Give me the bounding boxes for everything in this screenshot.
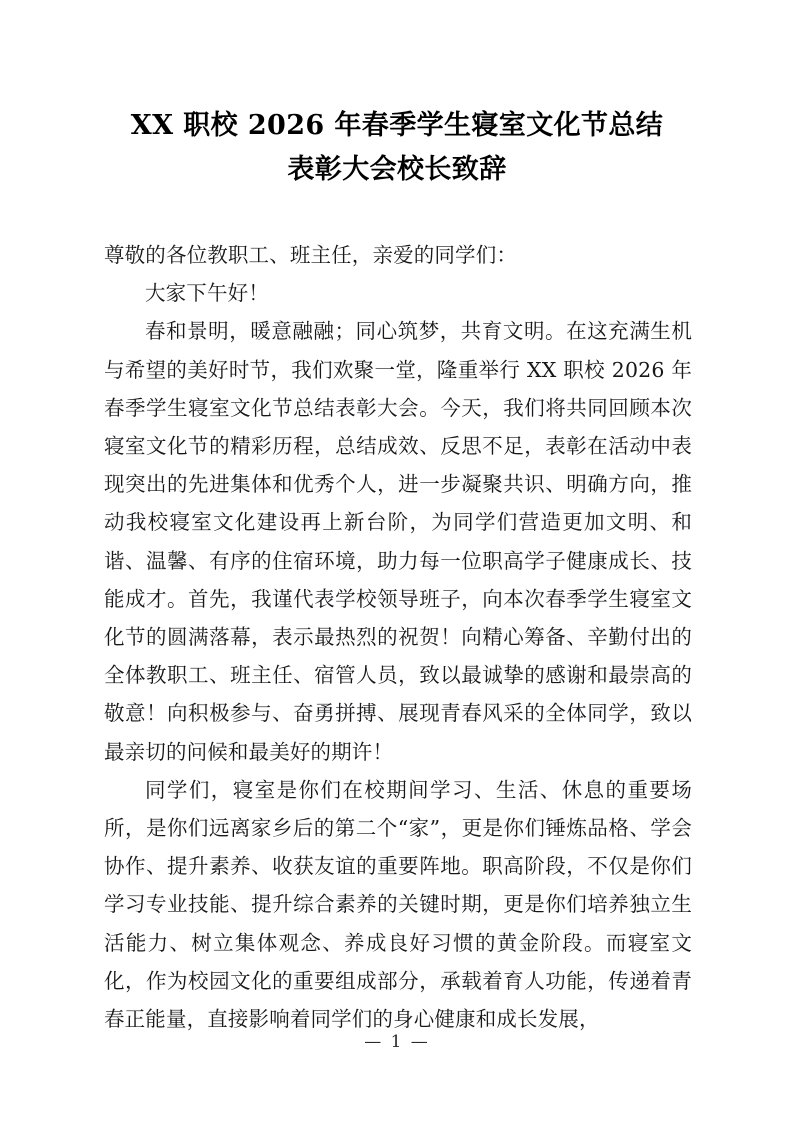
paragraph-greeting: 大家下午好！ [145, 281, 269, 306]
page-title [104, 104, 690, 192]
title-line-1: XX 职校 2026 年春季学生寝室文化节总结 [130, 110, 664, 141]
paragraph-opening: 春和景明，暖意融融；同心筑梦，共育文明。在这充满生机与希望的美好时节，我们欢聚一堂，隆重举行 XX 职校 2026 年春季学生寝室文化节总结表彰大会。今天，我们将共同回顾本次寝室文化节的精彩历程，总结成效、反思不足，表彰在活动中表现突出的先进集体和优秀个人，进一步凝聚共识、明确方向，推动我校寝室文化建设再上新台阶，为同学们营造更加文明、和谐、温馨、有序的住宿环境，助力每一位职高学子健康成长、技能成才。首先，我谨代表学校领导班子，向本次春季学生寝室文化节的圆满落幕，表示最热烈的祝贺！向精心筹备、辛勤付出的全体教职工、班主任、宿管人员，致以最诚挚的感谢和最崇高的敬意！向积极参与、奋勇拼搏、展现青春风采的全体同学，致以最亲切的问候和最美好的期许！ [104, 319, 692, 764]
paragraph-dorm-significance: 同学们，寝室是你们在校期间学习、生活、休息的重要场所，是你们远离家乡后的第二个“家”，更是你们锤炼品格、学会协作、提升素养、收获友谊的重要阵地。职高阶段，不仅是你们学习专业技能、提升综合素养的关键时期，更是你们培养独立生活能力、树立集体观念、养成良好习惯的黄金阶段。而寝室文化，作为校园文化的重要组成部分，承载着育人功能，传递着青春正能量，直接影响着同学们的身心健康和成长发展， [104, 777, 692, 1032]
page-number-footer: — 1 — [364, 1032, 430, 1052]
document-body [104, 236, 692, 1038]
title-line-2: 表彰大会校长致辞 [287, 154, 507, 185]
paragraph-salutation: 尊敬的各位教职工、班主任，亲爱的同学们： [104, 243, 517, 267]
